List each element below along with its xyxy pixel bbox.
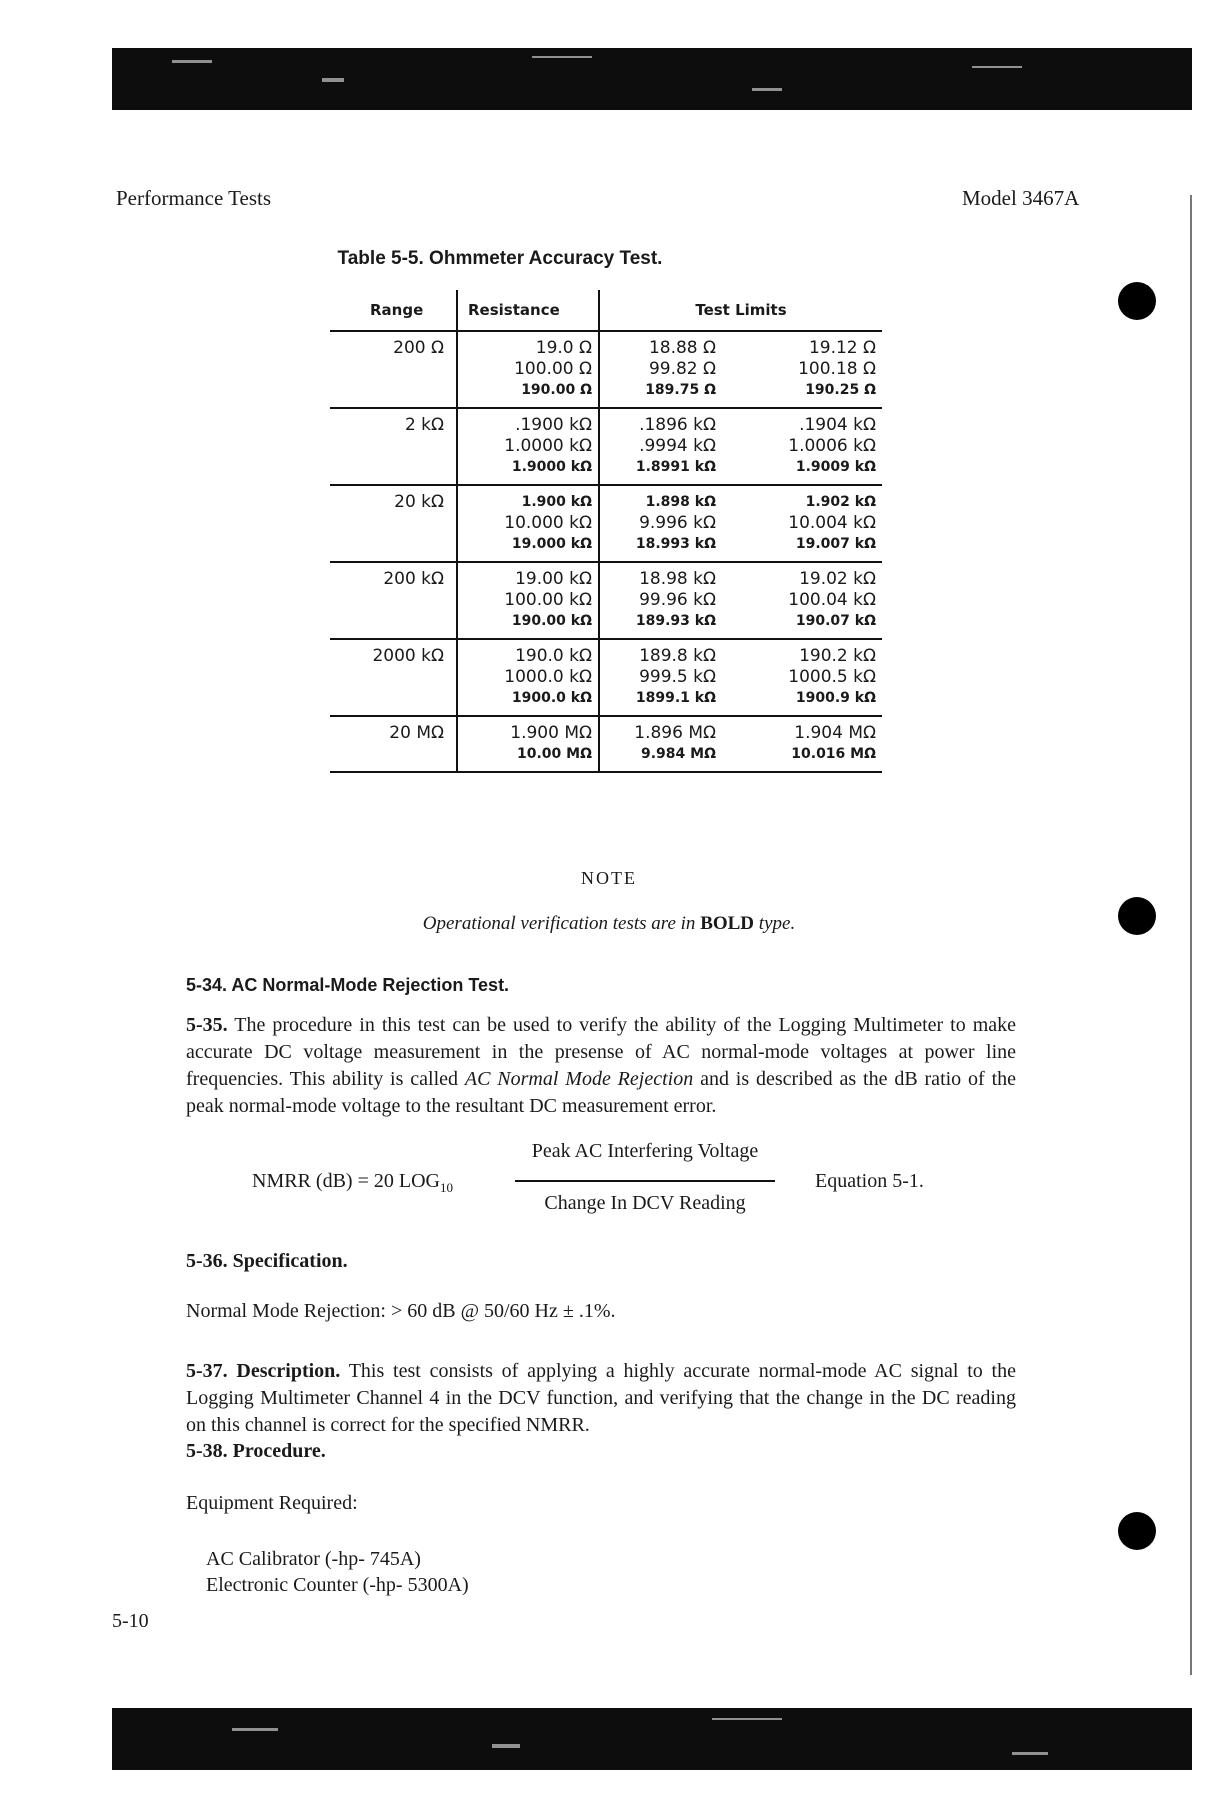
resistance-value: 19.0 Ω (535, 338, 592, 358)
high-limit-value: 100.18 Ω (798, 359, 876, 379)
section-534-heading: 5-34. AC Normal-Mode Rejection Test. (186, 975, 510, 995)
resistance-value: 1.0000 kΩ (504, 436, 592, 456)
low-limit-value: 18.88 Ω (648, 338, 716, 358)
resistance-value: 190.00 kΩ (511, 613, 592, 629)
high-limit-value: 10.004 kΩ (788, 513, 876, 533)
resistance-value: 10.00 MΩ (517, 746, 592, 762)
low-limit-value: 1.896 MΩ (634, 723, 716, 743)
high-limit-value: .1904 kΩ (799, 415, 876, 435)
range-cell: 2000 kΩ (330, 639, 457, 716)
high-limit-value: 1.902 kΩ (805, 494, 876, 510)
resistance-value: 100.00 Ω (514, 359, 592, 379)
section-535-text-a: The procedure in this test can be used to verify the ability of the Logging Multimeter to make accurate DC voltage measurement in the presense of AC normal-mode voltages at power line frequencies. This ability is called (186, 1014, 1016, 1090)
page-number: 5-10 (112, 1610, 149, 1632)
note-text-bold: BOLD (700, 913, 755, 934)
low-limit-cell (599, 716, 722, 772)
low-limit-value: .9994 kΩ (639, 436, 716, 456)
high-limit-cell (722, 408, 882, 485)
range-cell: 200 Ω (330, 331, 457, 408)
high-limit-cell (722, 716, 882, 772)
section-537-paragraph (186, 1358, 1016, 1439)
high-limit-value: 10.016 MΩ (791, 746, 876, 762)
resistance-value: 1900.0 kΩ (511, 690, 592, 706)
resistance-value: 190.0 kΩ (515, 646, 592, 666)
col-header-test-limits: Test Limits (599, 290, 882, 331)
high-limit-cell (722, 639, 882, 716)
low-limit-value: 1.8991 kΩ (635, 459, 716, 475)
table-row (330, 562, 882, 639)
high-limit-value: 19.12 Ω (808, 338, 876, 358)
high-limit-value: 1000.5 kΩ (788, 667, 876, 687)
range-cell: 2 kΩ (330, 408, 457, 485)
table-row (330, 716, 882, 772)
equipment-item: Electronic Counter (-hp- 5300A) (206, 1574, 469, 1596)
resistance-value: 10.000 kΩ (504, 513, 592, 533)
punch-hole (1118, 282, 1156, 320)
equation-numerator: Peak AC Interfering Voltage (531, 1140, 759, 1162)
fraction-bar (515, 1180, 775, 1182)
section-537-number: 5-37. Description. (186, 1360, 341, 1382)
high-limit-value: 1.0006 kΩ (788, 436, 876, 456)
high-limit-value: 190.07 kΩ (795, 613, 876, 629)
low-limit-cell (599, 331, 722, 408)
table-title: Table 5-5. Ohmmeter Accuracy Test. (337, 248, 663, 269)
resistance-cell (457, 408, 599, 485)
low-limit-value: 9.984 MΩ (641, 746, 716, 762)
high-limit-value: 190.25 Ω (805, 382, 876, 398)
resistance-value: 19.000 kΩ (511, 536, 592, 552)
punch-hole (1118, 1512, 1156, 1550)
low-limit-value: 1899.1 kΩ (635, 690, 716, 706)
header-model: Model 3467A (962, 186, 1080, 210)
high-limit-value: 100.04 kΩ (788, 590, 876, 610)
section-535-emphasis: AC Normal Mode Rejection (464, 1068, 694, 1090)
equation-lhs-text: NMRR (dB) = 20 LOG (252, 1170, 440, 1192)
low-limit-value: 18.98 kΩ (639, 569, 716, 589)
section-537-text: This test consists of applying a highly accurate normal-mode AC signal to the Logging Multimeter Channel 4 in the DCV function, and verifying that the change in the DC reading on this channel is correct for the specified NMRR. (186, 1360, 1016, 1436)
high-limit-value: 1900.9 kΩ (795, 690, 876, 706)
equation-lhs (252, 1170, 453, 1196)
section-535-number: 5-35. (186, 1014, 228, 1036)
section-535-paragraph (186, 1012, 1016, 1120)
low-limit-value: 999.5 kΩ (639, 667, 716, 687)
high-limit-value: 1.9009 kΩ (795, 459, 876, 475)
equation-label: Equation 5-1. (815, 1170, 924, 1192)
low-limit-value: 9.996 kΩ (639, 513, 716, 533)
range-cell: 20 kΩ (330, 485, 457, 562)
low-limit-value: .1896 kΩ (639, 415, 716, 435)
note-heading: NOTE (581, 868, 637, 888)
high-limit-value: 190.2 kΩ (799, 646, 876, 666)
table-row (330, 485, 882, 562)
resistance-value: 1.900 MΩ (510, 723, 592, 743)
col-header-range: Range (330, 290, 457, 331)
equipment-item: AC Calibrator (-hp- 745A) (206, 1548, 421, 1570)
resistance-value: 1.900 kΩ (521, 494, 592, 510)
resistance-value: 1.9000 kΩ (511, 459, 592, 475)
note-text-post: type. (754, 913, 796, 934)
high-limit-cell (722, 331, 882, 408)
low-limit-value: 99.96 kΩ (639, 590, 716, 610)
resistance-value: 19.00 kΩ (515, 569, 592, 589)
resistance-value: 190.00 Ω (521, 382, 592, 398)
col-header-resistance: Resistance (457, 290, 599, 331)
note-text-pre: Operational verification tests are in (422, 913, 701, 934)
section-538-heading: 5-38. Procedure. (186, 1440, 326, 1462)
equation-5-1 (240, 1140, 960, 1230)
resistance-cell (457, 485, 599, 562)
resistance-cell (457, 331, 599, 408)
resistance-value: 1000.0 kΩ (504, 667, 592, 687)
table-row (330, 639, 882, 716)
page-edge-rule (1190, 195, 1192, 1675)
low-limit-cell (599, 562, 722, 639)
equation-denominator: Change In DCV Reading (544, 1192, 746, 1214)
low-limit-cell (599, 485, 722, 562)
resistance-cell (457, 716, 599, 772)
equation-log-base: 10 (439, 1180, 453, 1195)
resistance-cell (457, 562, 599, 639)
range-cell: 200 kΩ (330, 562, 457, 639)
low-limit-value: 18.993 kΩ (635, 536, 716, 552)
low-limit-cell (599, 639, 722, 716)
header-section: Performance Tests (116, 186, 272, 210)
low-limit-value: 189.75 Ω (645, 382, 716, 398)
low-limit-value: 99.82 Ω (648, 359, 716, 379)
range-cell: 20 MΩ (330, 716, 457, 772)
high-limit-cell (722, 485, 882, 562)
low-limit-value: 189.8 kΩ (639, 646, 716, 666)
high-limit-value: 19.02 kΩ (799, 569, 876, 589)
section-535-text-b: and is described as the dB ratio of the peak normal-mode voltage to the resultant DC measurement error. (186, 1068, 1016, 1117)
resistance-value: .1900 kΩ (515, 415, 592, 435)
scan-border-top (112, 48, 1192, 110)
equipment-label: Equipment Required: (186, 1492, 358, 1514)
high-limit-value: 19.007 kΩ (795, 536, 876, 552)
note-text (0, 913, 1218, 935)
low-limit-value: 189.93 kΩ (635, 613, 716, 629)
low-limit-cell (599, 408, 722, 485)
resistance-value: 100.00 kΩ (504, 590, 592, 610)
scan-border-bottom (112, 1708, 1192, 1770)
resistance-cell (457, 639, 599, 716)
ohmmeter-accuracy-table (330, 290, 882, 773)
table-row (330, 408, 882, 485)
section-536-heading: 5-36. Specification. (186, 1250, 348, 1272)
spec-text: Normal Mode Rejection: > 60 dB @ 50/60 Hz ± .1%. (186, 1300, 616, 1322)
table-row (330, 331, 882, 408)
high-limit-cell (722, 562, 882, 639)
low-limit-value: 1.898 kΩ (645, 494, 716, 510)
high-limit-value: 1.904 MΩ (794, 723, 876, 743)
